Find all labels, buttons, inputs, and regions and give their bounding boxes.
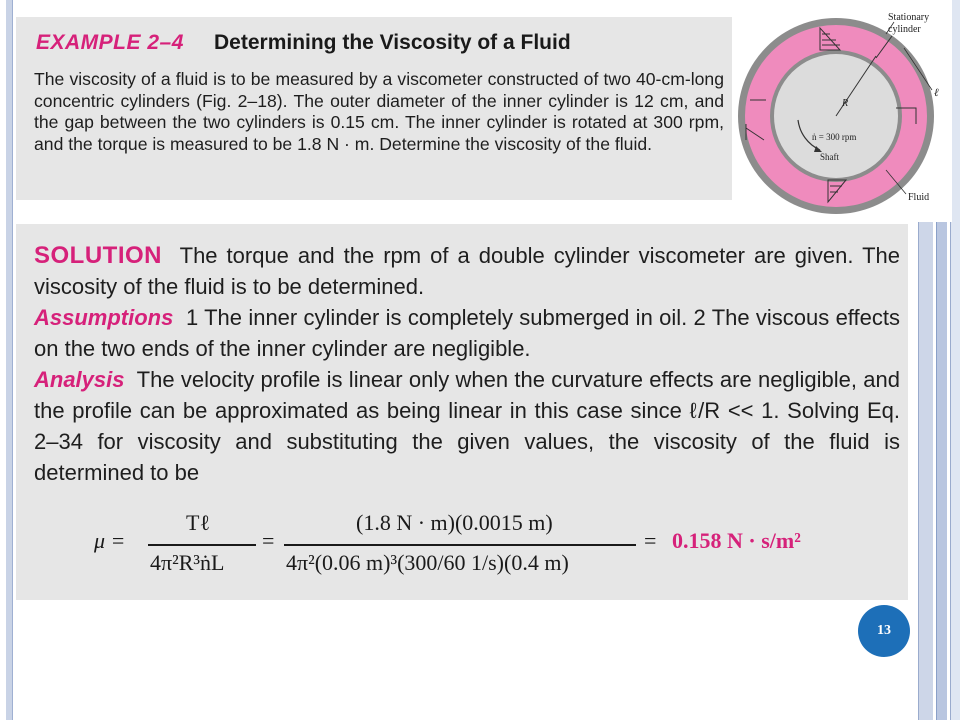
analysis-text-2: Solving Eq. 2–34 for viscosity and substituting the given values, the viscosity of the fluid is determined to be xyxy=(34,398,900,485)
example-heading xyxy=(36,31,571,55)
shaft-label: Shaft xyxy=(820,152,839,162)
assumptions-label: Assumptions xyxy=(34,305,174,330)
solution-text xyxy=(34,240,900,488)
formula-numerator-2: (1.8 N · m)(0.0015 m) xyxy=(356,510,553,535)
fraction-bar-1 xyxy=(148,544,256,546)
formula-result: 0.158 N · s/m² xyxy=(672,528,801,553)
formula-denominator-1: 4π²R³ṅL xyxy=(150,550,225,575)
fraction-bar-2 xyxy=(284,544,636,546)
analysis-ratio: ℓ/R << 1. xyxy=(689,398,780,423)
formula-denominator-2: 4π²(0.06 m)³(300/60 1/s)(0.4 m) xyxy=(286,550,569,575)
stationary-label: Stationary xyxy=(888,12,930,23)
example-box xyxy=(16,17,732,200)
formula-numerator-1: Tℓ xyxy=(186,510,210,535)
formula-equals-1: = xyxy=(262,528,275,553)
radius-label: R xyxy=(842,98,849,109)
formula-mu: μ = xyxy=(94,528,126,553)
speed-label: ṅ = 300 rpm xyxy=(812,132,857,142)
analysis-label: Analysis xyxy=(34,367,125,392)
analysis-text-1: The velocity profile is linear only when the curvature effects are negligible, and the profile can be approximated as being linear in this case since xyxy=(34,367,901,423)
assumption-2: 2 The viscous effects on the two ends of the inner cylinder are negligible. xyxy=(34,305,900,361)
example-number: EXAMPLE 2–4 xyxy=(36,31,184,54)
assumption-1: 1 The inner cylinder is completely submerged in oil. xyxy=(185,305,688,330)
solution-label: SOLUTION xyxy=(34,242,162,269)
viscometer-figure xyxy=(736,0,952,222)
page-number-badge: 13 xyxy=(858,605,910,657)
example-title: Determining the Viscosity of a Fluid xyxy=(214,31,571,54)
solution-box xyxy=(16,224,908,600)
cylinder-label: cylinder xyxy=(888,24,921,35)
left-border-rule xyxy=(6,0,13,720)
solution-statement: The torque and the rpm of a double cylinder viscometer are given. The viscosity of the fluid is to be determined. xyxy=(34,243,900,299)
example-problem-text: The viscosity of a fluid is to be measured by a viscometer constructed of two 40-cm-long concentric cylinders (Fig. 2–18). The outer diameter of the inner cylinder is 12 cm, and the gap between the two cylinders is 0.15 cm. The inner cylinder is rotated at 300 rpm, and the torque is measured to be 1.8 N · m. Determine the viscosity of the fluid. xyxy=(34,69,724,154)
fluid-label: Fluid xyxy=(908,192,930,203)
viscometer-diagram xyxy=(736,0,952,222)
formula-equals-2: = xyxy=(644,528,657,553)
gap-label: ℓ xyxy=(934,87,939,99)
